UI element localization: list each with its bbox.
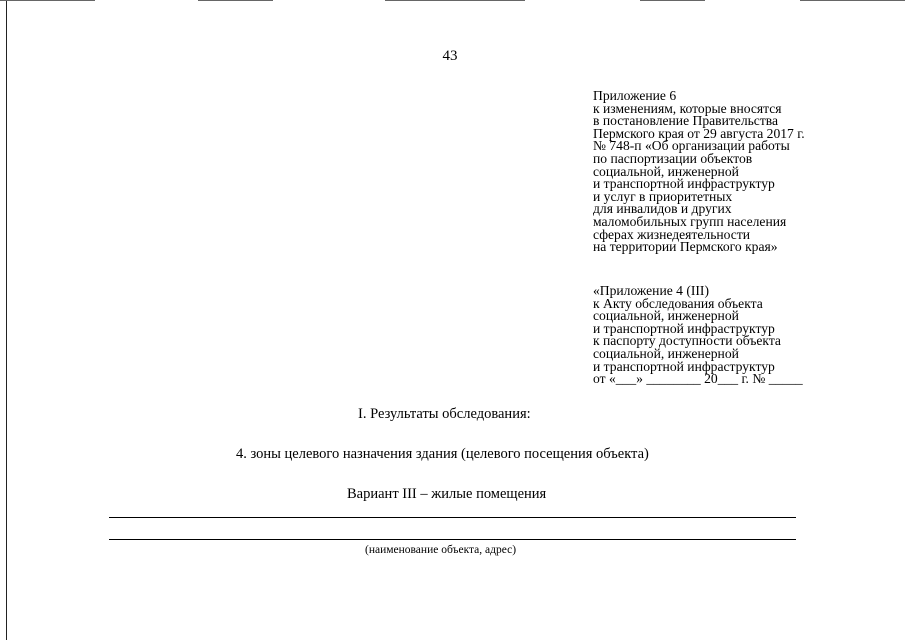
annex-6-line: и транспортной инфраструктур bbox=[593, 176, 775, 192]
object-address-line bbox=[109, 539, 796, 540]
annex-4-line: и транспортной инфраструктур bbox=[593, 358, 775, 374]
top-scan-mark bbox=[385, 0, 525, 1]
annex-6-line: по паспортизации объектов bbox=[593, 150, 753, 166]
annex-6-line: в постановление Правительства bbox=[593, 113, 779, 129]
annex-6-line: социальной, инженерной bbox=[593, 163, 739, 179]
annex-6-header bbox=[593, 90, 805, 254]
top-scan-mark bbox=[640, 0, 705, 1]
annex-4-line: к Акту обследования объекта bbox=[593, 295, 763, 311]
annex-6-line: для инвалидов и других bbox=[593, 201, 732, 217]
top-scan-mark bbox=[800, 0, 905, 1]
section-title: I. Результаты обследования: bbox=[358, 406, 531, 422]
annex-6-line: на территории Пермского края» bbox=[593, 239, 778, 255]
variant-title: Вариант III – жилые помещения bbox=[347, 486, 547, 502]
page-edge-line bbox=[6, 0, 7, 640]
annex-4-line: социальной, инженерной bbox=[593, 308, 739, 324]
annex-6-line: сферах жизнедеятельности bbox=[593, 226, 751, 242]
annex-4-line: от «___» ________ 20___ г. № _____ bbox=[593, 371, 803, 387]
annex-6-line: Пермского края от 29 августа 2017 г. bbox=[593, 125, 805, 141]
annex-6-line: № 748-п «Об организации работы bbox=[593, 138, 790, 154]
annex-6-line: и услуг в приоритетных bbox=[593, 188, 733, 204]
object-name-caption: (наименование объекта, адрес) bbox=[365, 544, 517, 556]
annex-4-line: социальной, инженерной bbox=[593, 345, 739, 361]
annex-4-line: к паспорту доступности объекта bbox=[593, 333, 781, 349]
top-scan-mark bbox=[0, 0, 95, 1]
annex-6-line: маломобильных групп населения bbox=[593, 213, 787, 229]
annex-6-line: к изменениям, которые вносятся bbox=[593, 100, 782, 116]
annex-6-line: Приложение 6 bbox=[593, 88, 677, 103]
zones-title: 4. зоны целевого назначения здания (целевого посещения объекта) bbox=[236, 446, 649, 462]
page-number: 43 bbox=[442, 48, 458, 64]
object-name-line bbox=[109, 517, 796, 518]
annex-4-line: и транспортной инфраструктур bbox=[593, 320, 775, 336]
annex-4-line: «Приложение 4 (III) bbox=[593, 283, 709, 298]
top-scan-mark bbox=[198, 0, 273, 1]
annex-4-header bbox=[593, 285, 803, 386]
